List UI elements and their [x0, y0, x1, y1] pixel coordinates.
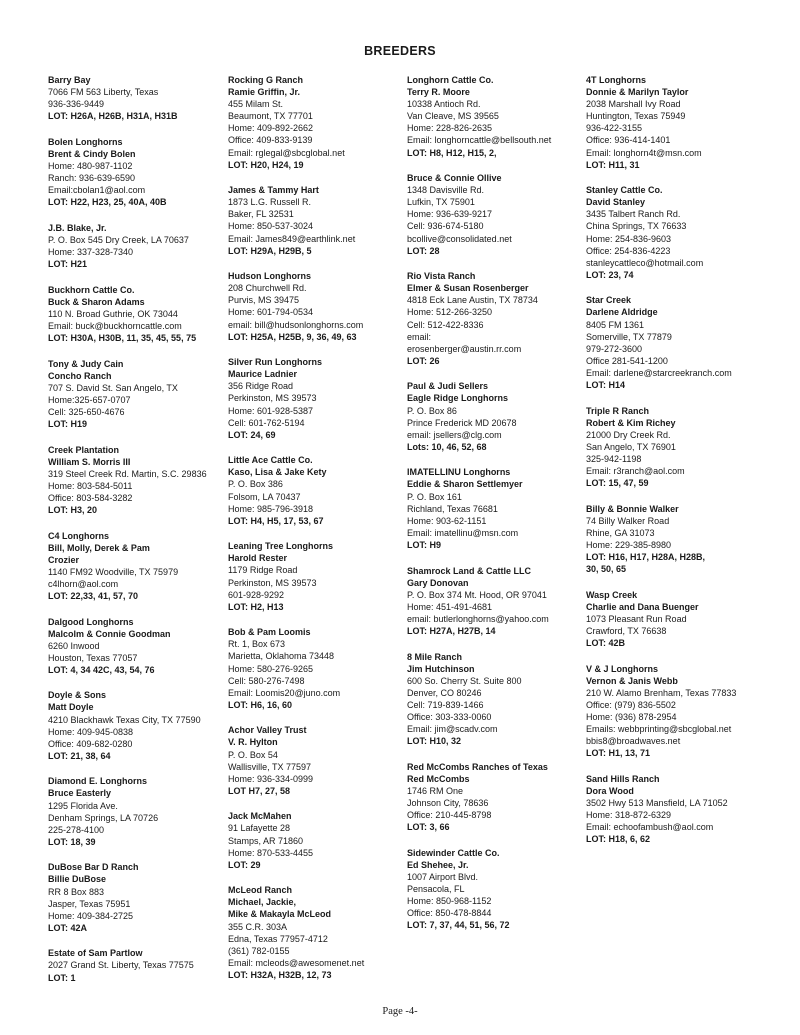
- breeder-name: Buckhorn Cattle Co.: [48, 284, 135, 295]
- breeder-detail-line: Cell: 601-762-5194: [228, 417, 305, 428]
- breeder-detail-line: 707 S. David St. San Angelo, TX: [48, 382, 178, 393]
- breeder-contact-name: Darlene Aldridge: [586, 307, 658, 318]
- breeder-lot: LOT: H11, 31: [586, 159, 640, 170]
- breeder-detail-line: Office: 210-445-8798: [407, 810, 492, 821]
- breeder-name: J.B. Blake, Jr.: [48, 222, 107, 233]
- breeder-contact-name: Crozier: [48, 554, 80, 565]
- breeder-name: Dalgood Longhorns: [48, 616, 134, 627]
- breeder-entry: [48, 861, 139, 934]
- breeder-name: Longhorn Cattle Co.: [407, 75, 494, 85]
- breeder-detail-line: Office: 850-478-8844: [407, 908, 492, 919]
- breeder-detail-line: Richland, Texas 76681: [407, 503, 498, 514]
- breeder-detail-line: Denham Springs, LA 70726: [48, 812, 159, 823]
- breeder-detail-line: Email: James849@earthlink.net: [228, 233, 356, 244]
- breeder-detail-line: Houston, Texas 77057: [48, 652, 138, 663]
- breeder-detail-line: 91 Lafayette 28: [228, 823, 291, 834]
- breeder-entry: [407, 74, 551, 159]
- breeder-detail-line: email:: [407, 331, 432, 342]
- breeder-detail-line: Cell: 936-674-5180: [407, 221, 484, 232]
- breeder-detail-line: 74 Billy Walker Road: [586, 515, 670, 526]
- breeder-detail-line: 8405 FM 1361: [586, 319, 645, 330]
- breeder-detail-line: Office: 803-584-3282: [48, 492, 133, 503]
- breeder-detail-line: Home: 229-385-8980: [586, 539, 672, 550]
- breeder-entry: [228, 810, 313, 870]
- breeder-entry: [228, 540, 333, 613]
- breeder-contact-name: Red McCombs: [407, 773, 470, 784]
- breeder-name: Wasp Creek: [586, 589, 638, 600]
- breeder-contact-name: Mike & Makayla McLeod: [228, 909, 332, 920]
- breeder-name: Billy & Bonnie Walker: [586, 503, 679, 514]
- breeder-contact-name: Ed Shehee, Jr.: [407, 859, 469, 870]
- breeder-contact-name: Gary Donovan: [407, 577, 469, 588]
- breeder-detail-line: 225-278-4100: [48, 824, 105, 835]
- breeder-detail-line: P. O. Box 374 Mt. Hood, OR 97041: [407, 589, 547, 600]
- breeder-detail-line: Email: longhorncattle@bellsouth.net: [407, 135, 552, 146]
- breeder-entry: [407, 761, 548, 834]
- breeder-entry: [586, 503, 705, 576]
- breeder-lot: LOT: H2, H13: [228, 601, 284, 612]
- breeder-lot: LOT: H20, H24, 19: [228, 159, 304, 170]
- breeder-name: 4T Longhorns: [586, 75, 646, 85]
- breeder-contact-name: Michael, Jackie,: [228, 897, 297, 908]
- breeder-detail-line: Home: 903-62-1151: [407, 515, 487, 526]
- breeder-detail-line: Ranch: 936-639-6590: [48, 173, 136, 184]
- breeder-lot: LOT: 22,33, 41, 57, 70: [48, 590, 139, 601]
- breeder-detail-line: Marietta, Oklahoma 73448: [228, 651, 335, 662]
- breeder-detail-line: Home: 451-491-4681: [407, 601, 493, 612]
- breeder-detail-line: P. O. Box 54: [228, 749, 278, 760]
- breeder-contact-name: Vernon & Janis Webb: [586, 675, 678, 686]
- breeder-detail-line: Home: 601-794-0534: [228, 307, 314, 318]
- breeder-detail-line: Email: buck@buckhorncattle.com: [48, 320, 182, 331]
- breeder-name: Bob & Pam Loomis: [228, 627, 311, 638]
- breeder-lot: LOT: H19: [48, 418, 88, 429]
- breeder-detail-line: Email: longhorn4t@msn.com: [586, 147, 702, 158]
- breeder-entry: [48, 689, 201, 762]
- breeder-detail-line: Home: 601-928-5387: [228, 405, 314, 416]
- breeder-name: Estate of Sam Partlow: [48, 948, 143, 959]
- breeder-contact-name: Bill, Molly, Derek & Pam: [48, 542, 150, 553]
- breeder-lot: LOT: H18, 6, 62: [586, 834, 651, 845]
- breeder-detail-line: Jasper, Texas 75951: [48, 898, 131, 909]
- breeder-detail-line: Home: 228-826-2635: [407, 123, 493, 134]
- breeder-name: Paul & Judi Sellers: [407, 381, 489, 392]
- breeder-entry: [228, 454, 327, 527]
- breeder-detail-line: Home: 409-892-2662: [228, 123, 314, 134]
- breeder-entry: [407, 172, 512, 257]
- breeder-entry: [48, 444, 207, 517]
- breeder-detail-line: Email: mcleods@awesomenet.net: [228, 957, 365, 968]
- breeder-entry: [48, 222, 189, 270]
- breeder-detail-line: Pensacola, FL: [407, 883, 465, 894]
- breeder-detail-line: Johnson City, 78636: [407, 797, 489, 808]
- breeder-contact-name: Donnie & Marilyn Taylor: [586, 87, 689, 98]
- breeder-lot: LOT: H26A, H26B, H31A, H31B: [48, 111, 178, 122]
- breeder-detail-line: 979-272-3600: [586, 343, 643, 354]
- breeder-detail-line: 1295 Florida Ave.: [48, 800, 118, 811]
- breeder-detail-line: Office: 254-836-4223: [586, 245, 671, 256]
- breeder-name: Bolen Longhorns: [48, 136, 123, 147]
- breeder-name: McLeod Ranch: [228, 885, 293, 896]
- breeder-lot: LOT: 42B: [586, 638, 626, 649]
- breeder-detail-line: 936-422-3155: [586, 123, 643, 134]
- breeder-detail-line: Cell: 580-276-7498: [228, 675, 305, 686]
- breeder-contact-name: Jim Hutchinson: [407, 663, 475, 674]
- breeder-detail-line: China Springs, TX 76633: [586, 221, 687, 232]
- breeder-lot: LOT: 28: [407, 245, 440, 256]
- breeder-name: Triple R Ranch: [586, 405, 650, 416]
- breeder-name: Hudson Longhorns: [228, 271, 311, 282]
- breeder-entry: [228, 884, 364, 981]
- breeder-name: V & J Longhorns: [586, 663, 658, 674]
- breeder-entry: [48, 530, 178, 603]
- breeder-lot: LOT: 3, 66: [407, 822, 450, 833]
- breeder-contact-name: Ramie Griffin, Jr.: [228, 87, 301, 98]
- breeder-detail-line: Email: Loomis20@juno.com: [228, 687, 341, 698]
- breeder-entry: [586, 663, 736, 760]
- breeder-name: Star Creek: [586, 295, 632, 306]
- breeder-name: Creek Plantation: [48, 444, 120, 455]
- breeder-name: Red McCombs Ranches of Texas: [407, 761, 548, 772]
- breeder-lot: LOT: 26: [407, 355, 440, 366]
- breeder-lot: LOT: H9: [407, 539, 442, 550]
- breeder-detail-line: c4lhorn@aol.com: [48, 578, 119, 589]
- breeder-detail-line: RR 8 Box 883: [48, 886, 105, 897]
- breeder-detail-line: Emails: webbprinting@sbcglobal.net: [586, 724, 732, 735]
- breeder-entry: [407, 270, 538, 367]
- breeder-lot: 30, 50, 65: [586, 564, 627, 575]
- breeder-detail-line: Home:325-657-0707: [48, 394, 131, 405]
- breeder-name: Bruce & Connie Ollive: [407, 173, 502, 184]
- breeder-detail-line: Office: 409-833-9139: [228, 135, 313, 146]
- breeder-detail-line: P. O. Box 386: [228, 479, 283, 490]
- breeder-detail-line: Home: 580-276-9265: [228, 663, 314, 674]
- breeder-entry: [48, 616, 171, 676]
- breeder-entry: [586, 294, 732, 391]
- breeder-contact-name: Billie DuBose: [48, 874, 107, 885]
- breeder-name: 8 Mile Ranch: [407, 651, 463, 662]
- breeder-detail-line: Rt. 1, Box 673: [228, 639, 286, 650]
- breeder-name: Shamrock Land & Cattle LLC: [407, 565, 532, 576]
- breeder-detail-line: 21000 Dry Creek Rd.: [586, 429, 671, 440]
- breeder-contact-name: Harold Rester: [228, 553, 288, 564]
- breeder-entry: [48, 284, 196, 344]
- breeder-detail-line: Email: darlene@starcreekranch.com: [586, 367, 732, 378]
- breeder-detail-line: Email:cbolan1@aol.com: [48, 185, 146, 196]
- breeder-entry: [586, 773, 728, 846]
- breeder-name: Achor Valley Trust: [228, 725, 307, 736]
- breeder-detail-line: 325-942-1198: [586, 453, 642, 464]
- breeder-contact-name: Concho Ranch: [48, 370, 112, 381]
- breeder-contact-name: V. R. Hylton: [228, 737, 278, 748]
- breeder-detail-line: Baker, FL 32531: [228, 209, 294, 220]
- breeder-entry: [48, 775, 158, 848]
- breeder-detail-line: Home: 936-639-9217: [407, 209, 493, 220]
- breeder-detail-line: stanleycattleco@hotmail.com: [586, 257, 704, 268]
- breeder-detail-line: Office 281-541-1200: [586, 355, 668, 366]
- breeder-name: Little Ace Cattle Co.: [228, 455, 313, 466]
- breeder-detail-line: Perkinston, MS 39573: [228, 393, 317, 404]
- breeder-entry: [407, 466, 523, 551]
- breeder-name: Sand Hills Ranch: [586, 773, 660, 784]
- breeder-lot: LOT: H27A, H27B, 14: [407, 625, 496, 636]
- breeder-detail-line: Home: 850-537-3024: [228, 221, 314, 232]
- breeder-contact-name: Eagle Ridge Longhorns: [407, 393, 509, 404]
- breeder-detail-line: P. O. Box 545 Dry Creek, LA 70637: [48, 234, 189, 245]
- breeder-name: Jack McMahen: [228, 811, 292, 822]
- breeder-detail-line: Folsom, LA 70437: [228, 491, 301, 502]
- breeder-entry: [48, 136, 167, 209]
- breeder-detail-line: 319 Steel Creek Rd. Martin, S.C. 29836: [48, 468, 207, 479]
- breeder-detail-line: 210 W. Alamo Brenham, Texas 77833: [586, 687, 737, 698]
- breeder-detail-line: Home: 480-987-1102: [48, 160, 133, 171]
- breeder-name: Barry Bay: [48, 75, 91, 85]
- page-title: BREEDERS: [364, 44, 436, 58]
- breeder-entry: [48, 947, 194, 983]
- breeder-name: Sidewinder Cattle Co.: [407, 847, 500, 858]
- breeder-detail-line: Home: 318-872-6329: [586, 810, 672, 821]
- breeder-name: Diamond E. Longhorns: [48, 776, 147, 787]
- breeder-detail-line: 600 So. Cherry St. Suite 800: [407, 675, 522, 686]
- breeder-detail-line: email: bill@hudsonlonghorns.com: [228, 319, 364, 330]
- breeder-name: James & Tammy Hart: [228, 185, 319, 196]
- breeder-lot: LOT: 42A: [48, 922, 88, 933]
- breeder-contact-name: Brent & Cindy Bolen: [48, 148, 136, 159]
- breeder-detail-line: Home: 870-533-4455: [228, 847, 314, 858]
- breeder-detail-line: 4210 Blackhawk Texas City, TX 77590: [48, 714, 201, 725]
- breeder-entry: [407, 651, 522, 748]
- breeder-detail-line: Email: imatellinu@msn.com: [407, 527, 519, 538]
- breeder-detail-line: Home: 850-968-1152: [407, 896, 492, 907]
- breeder-detail-line: Home: (936) 878-2954: [586, 711, 677, 722]
- breeder-detail-line: 356 Ridge Road: [228, 381, 294, 392]
- breeder-detail-line: 4818 Eck Lane Austin, TX 78734: [407, 295, 538, 306]
- breeder-detail-line: 6260 Inwood: [48, 640, 100, 651]
- breeder-detail-line: Email: r3ranch@aol.com: [586, 466, 685, 477]
- breeder-detail-line: 208 Churchwell Rd.: [228, 283, 307, 294]
- breeder-name: C4 Longhorns: [48, 530, 109, 541]
- breeder-entry: [586, 184, 703, 281]
- breeder-detail-line: Wallisville, TX 77597: [228, 761, 312, 772]
- breeder-lot: LOT: H16, H17, H28A, H28B,: [586, 552, 706, 563]
- breeder-detail-line: bbis8@broadwaves.net: [586, 736, 681, 747]
- breeder-entry: [407, 847, 510, 932]
- breeder-lot: LOT: 15, 47, 59: [586, 478, 649, 489]
- breeder-detail-line: 110 N. Broad Guthrie, OK 73044: [48, 308, 178, 319]
- breeder-detail-line: Home: 936-334-0999: [228, 773, 314, 784]
- breeder-detail-line: erosenberger@austin.rr.com: [407, 343, 522, 354]
- breeder-lot: LOT: H6, 16, 60: [228, 699, 293, 710]
- breeder-detail-line: Beaumont, TX 77701: [228, 111, 313, 122]
- breeder-detail-line: Cell: 719-839-1466: [407, 699, 484, 710]
- breeder-entry: [586, 589, 699, 649]
- breeder-detail-line: 1007 Airport Blvd.: [407, 871, 479, 882]
- breeder-detail-line: Home: 803-584-5011: [48, 480, 133, 491]
- breeder-lot: LOT: H1, 13, 71: [586, 748, 651, 759]
- breeder-detail-line: 601-928-9292: [228, 589, 285, 600]
- breeder-contact-name: David Stanley: [586, 197, 646, 208]
- breeder-contact-name: Matt Doyle: [48, 702, 94, 713]
- breeder-lot: LOT: H14: [586, 380, 626, 391]
- breeder-lot: LOT: 4, 34 42C, 43, 54, 76: [48, 664, 155, 675]
- breeder-lot: LOT: 1: [48, 972, 76, 983]
- breeder-detail-line: Cell: 512-422-8336: [407, 319, 484, 330]
- breeder-detail-line: 1073 Pleasant Run Road: [586, 613, 687, 624]
- breeder-detail-line: Lufkin, TX 75901: [407, 197, 475, 208]
- breeder-contact-name: Kaso, Lisa & Jake Kety: [228, 467, 327, 478]
- breeder-name: Rocking G Ranch: [228, 75, 304, 85]
- breeder-detail-line: Email: echoofambush@aol.com: [586, 822, 714, 833]
- breeder-entry: [228, 626, 340, 711]
- breeder-entry: [407, 565, 549, 638]
- breeder-detail-line: Home: 254-836-9603: [586, 233, 672, 244]
- breeder-detail-line: Prince Frederick MD 20678: [407, 417, 517, 428]
- breeder-name: Stanley Cattle Co.: [586, 185, 663, 196]
- breeder-name: Rio Vista Ranch: [407, 271, 476, 282]
- breeder-entry: [586, 405, 685, 490]
- breeder-detail-line: 1746 RM One: [407, 785, 464, 796]
- breeder-lot: LOT: H4, H5, 17, 53, 67: [228, 515, 324, 526]
- breeder-detail-line: Edna, Texas 77957-4712: [228, 933, 328, 944]
- breeder-detail-line: Somerville, TX 77879: [586, 331, 672, 342]
- breeder-detail-line: Perkinston, MS 39573: [228, 577, 317, 588]
- breeder-detail-line: 1179 Ridge Road: [228, 565, 298, 576]
- breeder-detail-line: Office: 409-682-0280: [48, 738, 133, 749]
- breeder-detail-line: 936-336-9449: [48, 99, 105, 110]
- breeder-detail-line: 1873 L.G. Russell R.: [228, 197, 312, 208]
- breeder-detail-line: 7066 FM 563 Liberty, Texas: [48, 87, 159, 98]
- breeder-lot: LOT: H21: [48, 259, 88, 270]
- breeder-detail-line: Office: 936-414-1401: [586, 135, 671, 146]
- breeder-detail-line: Crawford, TX 76638: [586, 625, 667, 636]
- breeder-contact-name: Malcolm & Connie Goodman: [48, 628, 171, 639]
- breeder-lot: LOT: H25A, H25B, 9, 36, 49, 63: [228, 331, 357, 342]
- breeder-detail-line: Email: rglegal@sbcglobal.net: [228, 147, 345, 158]
- breeder-entry: [407, 380, 517, 453]
- breeder-detail-line: Huntington, Texas 75949: [586, 111, 686, 122]
- breeder-detail-line: Home: 409-384-2725: [48, 910, 134, 921]
- breeder-lot: LOT: H8, H12, H15, 2,: [407, 147, 497, 158]
- breeder-lot: LOT: 29: [228, 859, 261, 870]
- breeder-entry: [228, 724, 313, 797]
- breeder-lot: LOT: H32A, H32B, 12, 73: [228, 969, 332, 980]
- breeder-lot: LOT: H30A, H30B, 11, 35, 45, 55, 75: [48, 332, 197, 343]
- breeder-lot: LOT: H3, 20: [48, 504, 98, 515]
- breeder-detail-line: Purvis, MS 39475: [228, 295, 300, 306]
- breeder-name: Tony & Judy Cain: [48, 358, 124, 369]
- breeder-lot: LOT: H22, H23, 25, 40A, 40B: [48, 197, 167, 208]
- breeder-detail-line: 1140 FM92 Woodville, TX 75979: [48, 566, 179, 577]
- breeder-name: Doyle & Sons: [48, 690, 107, 701]
- breeder-lot: LOT: 21, 38, 64: [48, 750, 111, 761]
- breeder-detail-line: 355 C.R. 303A: [228, 921, 288, 932]
- breeder-lot: LOT: 24, 69: [228, 429, 276, 440]
- breeder-entry: [228, 356, 322, 441]
- breeder-name: Silver Run Longhorns: [228, 357, 323, 368]
- breeder-detail-line: Email: jim@scadv.com: [407, 724, 498, 735]
- breeder-detail-line: Office: (979) 836-5502: [586, 699, 676, 710]
- breeder-detail-line: 2027 Grand St. Liberty, Texas 77575: [48, 960, 194, 971]
- page-number: Page -4-: [382, 1006, 418, 1017]
- breeder-lot: Lots: 10, 46, 52, 68: [407, 441, 487, 452]
- breeder-lot: LOT: H10, 32: [407, 736, 462, 747]
- breeder-detail-line: P. O. Box 161: [407, 491, 462, 502]
- breeder-entry: [228, 270, 363, 343]
- breeder-detail-line: Home: 985-796-3918: [228, 503, 314, 514]
- breeder-entry: [48, 74, 178, 122]
- breeder-detail-line: 2038 Marshall Ivy Road: [586, 99, 681, 110]
- breeder-entry: [48, 358, 178, 431]
- breeder-detail-line: Home: 337-328-7340: [48, 246, 134, 257]
- breeder-detail-line: 3435 Talbert Ranch Rd.: [586, 209, 681, 220]
- breeder-detail-line: San Angelo, TX 76901: [586, 441, 676, 452]
- breeder-detail-line: bcollive@consolidated.net: [407, 233, 512, 244]
- breeder-lot: LOT: 7, 37, 44, 51, 56, 72: [407, 920, 510, 931]
- breeder-detail-line: P. O. Box 86: [407, 405, 457, 416]
- breeder-lot: LOT: 18, 39: [48, 836, 96, 847]
- breeder-contact-name: Dora Wood: [586, 785, 634, 796]
- breeder-detail-line: Denver, CO 80246: [407, 687, 482, 698]
- breeder-detail-line: Office: 303-333-0060: [407, 711, 492, 722]
- breeder-detail-line: (361) 782-0155: [228, 945, 290, 956]
- breeder-lot: LOT: H29A, H29B, 5: [228, 245, 312, 256]
- breeder-name: IMATELLINU Longhorns: [407, 467, 511, 478]
- breeder-detail-line: Rhine, GA 31073: [586, 527, 655, 538]
- breeder-detail-line: Home: 512-266-3250: [407, 307, 493, 318]
- breeder-entry: [228, 184, 355, 257]
- breeder-lot: LOT: 23, 74: [586, 269, 634, 280]
- breeder-detail-line: email: butlerlonghorns@yahoo.com: [407, 613, 549, 624]
- breeder-entry: [228, 74, 345, 171]
- breeder-detail-line: 455 Milam St.: [228, 99, 284, 110]
- breeder-contact-name: Terry R. Moore: [407, 87, 470, 98]
- breeder-detail-line: 3502 Hwy 513 Mansfield, LA 71052: [586, 797, 728, 808]
- breeder-detail-line: Van Cleave, MS 39565: [407, 111, 499, 122]
- breeder-name: DuBose Bar D Ranch: [48, 862, 139, 873]
- breeder-entry: [586, 74, 702, 171]
- breeder-name: Leaning Tree Longhorns: [228, 541, 334, 552]
- breeder-detail-line: 1348 Davisville Rd.: [407, 185, 485, 196]
- breeder-detail-line: email: jsellers@clg.com: [407, 429, 502, 440]
- breeder-contact-name: Buck & Sharon Adams: [48, 296, 145, 307]
- breeder-detail-line: 10338 Antioch Rd.: [407, 99, 481, 110]
- breeder-contact-name: Eddie & Sharon Settlemyer: [407, 479, 523, 490]
- breeder-contact-name: William S. Morris III: [48, 456, 131, 467]
- breeder-detail-line: Cell: 325-650-4676: [48, 406, 125, 417]
- breeder-contact-name: Robert & Kim Richey: [586, 417, 676, 428]
- breeder-contact-name: Maurice Ladnier: [228, 369, 298, 380]
- breeder-contact-name: Charlie and Dana Buenger: [586, 601, 699, 612]
- breeder-detail-line: Stamps, AR 71860: [228, 835, 304, 846]
- breeder-lot: LOT H7, 27, 58: [228, 785, 291, 796]
- breeder-contact-name: Elmer & Susan Rosenberger: [407, 283, 529, 294]
- breeder-contact-name: Bruce Easterly: [48, 788, 112, 799]
- breeder-detail-line: Home: 409-945-0838: [48, 726, 134, 737]
